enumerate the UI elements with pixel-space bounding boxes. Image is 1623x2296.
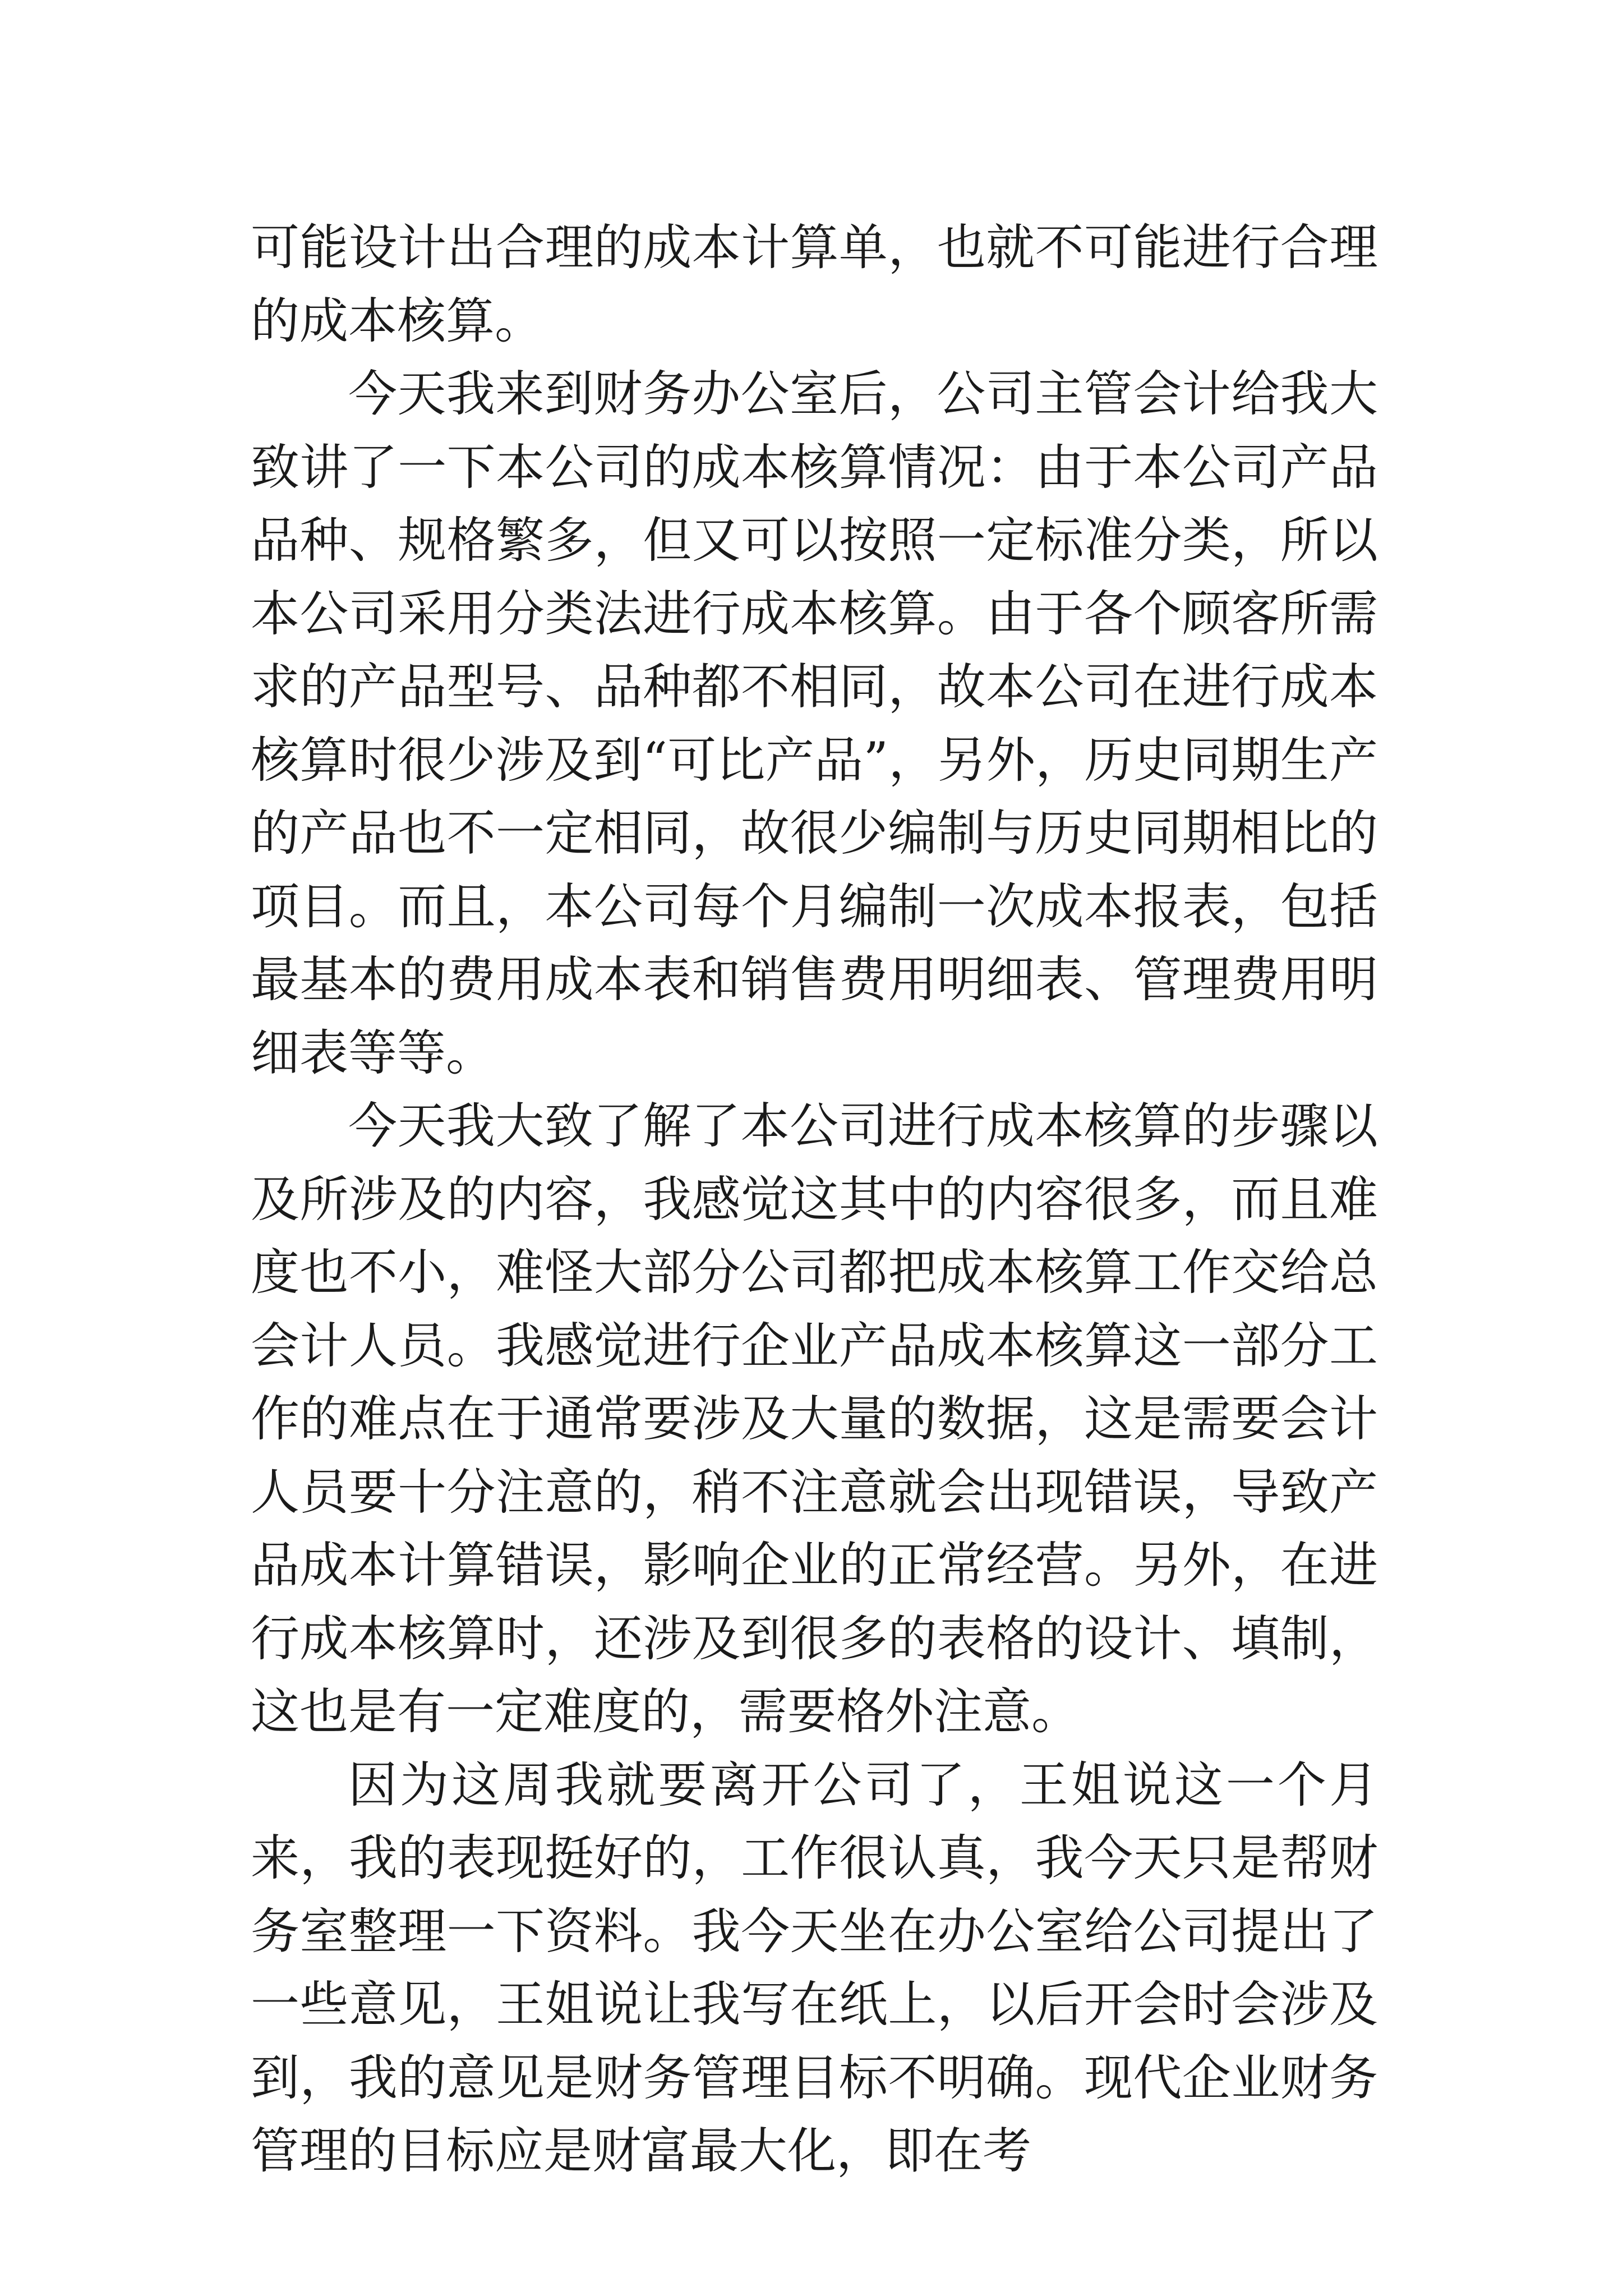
paragraph-1: 可能设计出合理的成本计算单，也就不可能进行合理的成本核算。 [251, 219, 1378, 349]
paragraph-4: 因为这周我就要离开公司了，王姐说这一个月来，我的表现挺好的，工作很认真，我今天只是帮财务室整理一下资料。我今天坐在办公室给公司提出了一些意见，王姐说让我写在纸上，以后开会时会涉及到，我的意见是财务管理目标不明确。现代企业财务管理的目标应是财富最大化，即在考 [251, 1756, 1378, 2179]
document-body [251, 211, 1378, 2188]
paragraph-3: 今天我大致了解了本公司进行成本核算的步骤以及所涉及的内容，我感觉这其中的内容很多，而且难度也不小，难怪大部分公司都把成本核算工作交给总会计人员。我感觉进行企业产品成本核算这一部分工作的难点在于通常要涉及大量的数据，这是需要会计人员要十分注意的，稍不注意就会出现错误，导致产品成本计算错误，影响企业的正常经营。另外，在进行成本核算时，还涉及到很多的表格的设计、填制，这也是有一定难度的，需要格外注意。 [251, 1097, 1378, 1740]
paragraph-2: 今天我来到财务办公室后，公司主管会计给我大致讲了一下本公司的成本核算情况：由于本公司产品品种、规格繁多，但又可以按照一定标准分类，所以本公司采用分类法进行成本核算。由于各个顾客所需求的产品型号、品种都不相同，故本公司在进行成本核算时很少涉及到“可比产品”，另外，历史同期生产的产品也不一定相同，故很少编制与历史同期相比的项目。而且，本公司每个月编制一次成本报表，包括最基本的费用成本表和销售费用明细表、管理费用明细表等等。 [251, 365, 1378, 1082]
